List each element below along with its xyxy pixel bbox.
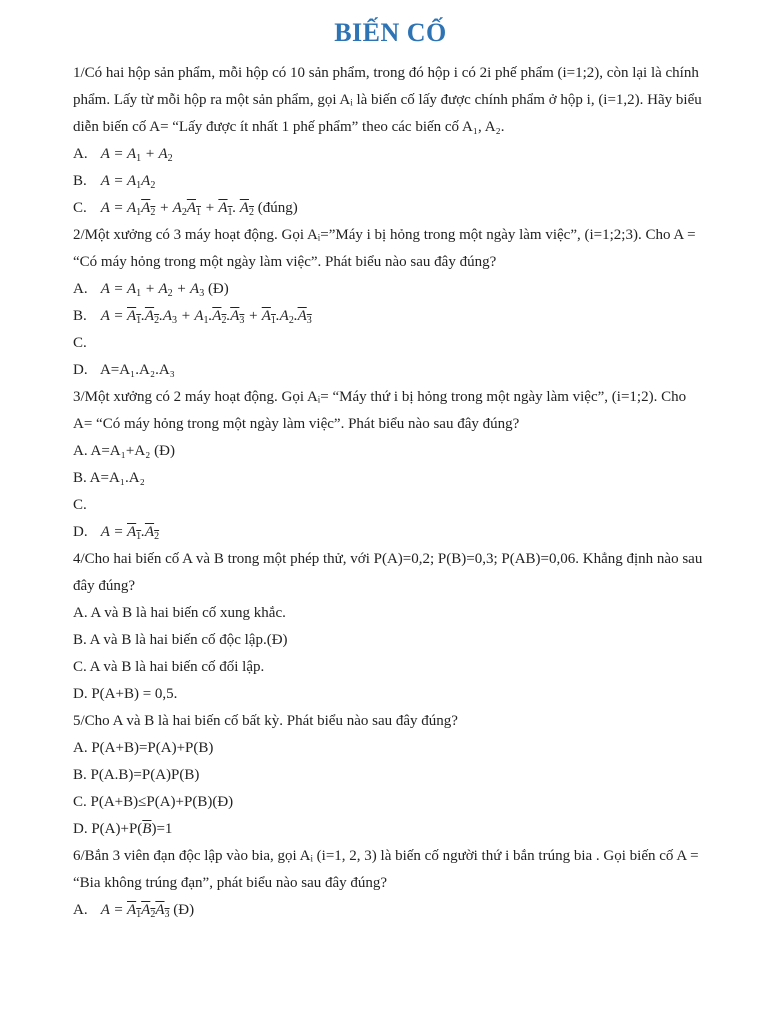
complement-b: $\overline{B}$ (142, 821, 152, 837)
option-c: C. P(A+B)≤P(A)+P(B)(Đ) (73, 794, 234, 810)
option-d: D. P(A+B) = 0,5. (73, 686, 178, 702)
formula: $A = A_1.A_2$ (100, 524, 160, 542)
option-d-text: A=A₁.A₂.A₃ (99, 362, 175, 378)
option-d: D. $A = A_1.A_2$ (73, 524, 160, 542)
option-b: B. A=A₁.A₂ (73, 470, 145, 486)
question-text: 3/Một xưởng có 2 máy hoạt động. Gọi Aᵢ= “Máy thứ i bị hỏng trong một ngày làm việc”, (i=1;2). Cho A= “Có máy hỏng trong một ngày làm việc”. Phát biểu nào sau đây đúng? (73, 389, 687, 432)
answer-note: (đúng) (257, 200, 298, 216)
page-title: BIẾN CỐ (334, 18, 447, 47)
question-2 (73, 222, 708, 384)
formula: $A = A_1A_2$ (100, 173, 156, 191)
option-b: B. $A = A_1.A_2.A_3 + A_1.A_2.A_3 + A_1.A_2.A_3$ (73, 308, 312, 326)
option-c: C. (73, 497, 87, 513)
option-a: A. P(A+B)=P(A)+P(B) (73, 740, 214, 756)
formula: $A = A_1.A_2.A_3 + A_1.A_2.A_3 + A_1.A_2.A_3$ (100, 308, 312, 326)
question-text: 4/Cho hai biến cố A và B trong một phép thử, với P(A)=0,2; P(B)=0,3; P(AB)=0,06. Khẳng định nào sau đây đúng? (73, 551, 703, 594)
option-c: C. $A = A_1A_2 + A_2A_1 + A_1$. $A_2$ (đúng) (73, 200, 298, 218)
option-a: A. A và B là hai biến cố xung khắc. (73, 605, 286, 621)
formula: $A = A_1 + A_2$ (100, 146, 173, 164)
option-d: D. A=A₁.A₂.A₃ (73, 362, 175, 378)
option-b: B. P(A.B)=P(A)P(B) (73, 767, 200, 783)
option-b: B. A và B là hai biến cố độc lập.(Đ) (73, 632, 288, 648)
option-a: A. $A = A_1A_2A_3$ (Đ) (73, 902, 195, 920)
formula: $A = A_1A_2A_3$ (100, 902, 170, 920)
option-c: C. A và B là hai biến cố đối lập. (73, 659, 265, 675)
option-a: A. A=A₁+A₂ (Đ) (73, 443, 175, 459)
question-1 (73, 60, 708, 222)
answer-note: (Đ) (173, 902, 195, 918)
question-text: 6/Bắn 3 viên đạn độc lập vào bia, gọi Aᵢ (i=1, 2, 3) là biến cố người thứ i bắn trúng bia . Gọi biến cố A = “Bia không trúng đạn”, phát biểu nào sau đây đúng? (73, 848, 699, 891)
option-a: A. $A = A_1 + A_2 + A_3$ (Đ) (73, 281, 229, 299)
option-a: A. $A = A_1 + A_2$ (73, 146, 173, 164)
question-text: 1/Có hai hộp sản phẩm, mỗi hộp có 10 sản phẩm, trong đó hộp i có 2i phế phẩm (i=1;2), còn lại là chính phẩm. Lấy từ mỗi hộp ra một sản phẩm, gọi Aᵢ là biến cố lấy được chính phẩm ở hộp i, (i=1,2). Hãy biểu diễn biến cố A= “Lấy được ít nhất 1 phế phẩm” theo các biến cố A₁, A₂. (73, 65, 702, 135)
formula: $A = A_1A_2 + A_2A_1 + A_1$. $A_2$ (100, 200, 254, 218)
formula: $A = A_1 + A_2 + A_3$ (100, 281, 205, 299)
question-text: 5/Cho A và B là hai biến cố bất kỳ. Phát biểu nào sau đây đúng? (73, 713, 458, 729)
question-5 (73, 708, 708, 843)
answer-note: (Đ) (207, 281, 229, 297)
option-d: D. $P(A)+P(\overline{B})=1$ (73, 821, 173, 837)
option-c: C. (73, 335, 87, 351)
question-text: 2/Một xưởng có 3 máy hoạt động. Gọi Aᵢ=”Máy i bị hỏng trong một ngày làm việc”, (i=1;2;3). Cho A = “Có máy hỏng trong một ngày làm việc”. Phát biểu nào sau đây đúng? (73, 227, 696, 270)
question-6 (73, 843, 708, 924)
option-b: B. $A = A_1A_2$ (73, 173, 156, 191)
question-3 (73, 384, 708, 546)
question-4 (73, 546, 708, 708)
